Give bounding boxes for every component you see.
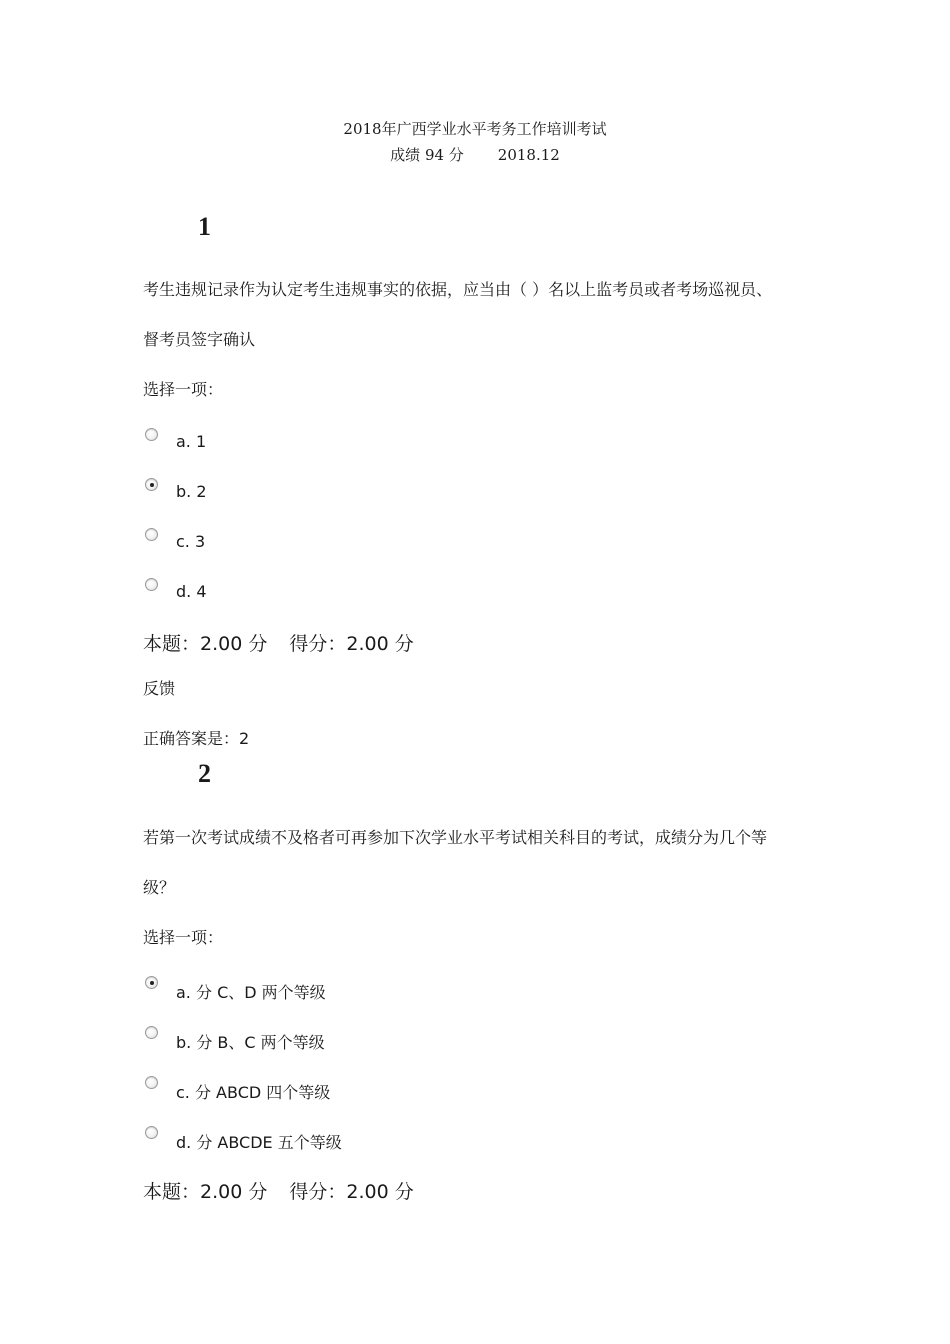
option-label: a. 分 C、D 两个等级 <box>176 983 326 1002</box>
feedback-title: 反馈 <box>143 679 176 698</box>
radio-button[interactable] <box>145 1026 158 1039</box>
option-label: b. 分 B、C 两个等级 <box>176 1033 325 1052</box>
question-earned: 得分：2.00 分 <box>289 633 414 655</box>
choose-one-prompt: 选择一项： <box>143 380 224 399</box>
question-text-line: 若第一次考试成绩不及格者可再参加下次学业水平考试相关科目的考试，成绩分为几个等 <box>143 828 768 847</box>
question-text-line: 考生违规记录作为认定考生违规事实的依据，应当由（ ）名以上监考员或者考场巡视员、 <box>143 280 773 299</box>
answer-option-b[interactable] <box>145 1030 545 1052</box>
answer-option-c[interactable] <box>145 1080 545 1102</box>
option-label: d. 分 ABCDE 五个等级 <box>176 1133 342 1152</box>
option-label: b. 2 <box>176 482 207 501</box>
question-number: 2 <box>198 759 211 788</box>
choose-one-prompt: 选择一项： <box>143 928 224 947</box>
radio-button[interactable] <box>145 1076 158 1089</box>
radio-button[interactable] <box>145 528 158 541</box>
exam-score-line <box>0 144 950 165</box>
question-score-line <box>143 1177 414 1204</box>
answer-option-d[interactable] <box>145 582 545 604</box>
question-text-line: 级？ <box>143 878 176 897</box>
radio-button-selected[interactable] <box>145 478 158 491</box>
question-text-line: 督考员签字确认 <box>143 330 256 349</box>
exam-date: 2018.12 <box>497 146 560 164</box>
answer-option-a[interactable] <box>145 432 545 454</box>
exam-score: 成绩 94 分 <box>390 146 464 164</box>
radio-button[interactable] <box>145 428 158 441</box>
answer-option-c[interactable] <box>145 532 545 554</box>
radio-button-selected[interactable] <box>145 976 158 989</box>
question-points: 本题：2.00 分 <box>143 1181 268 1203</box>
answer-option-b[interactable] <box>145 482 545 504</box>
answer-option-d[interactable] <box>145 1130 545 1152</box>
radio-button[interactable] <box>145 1126 158 1139</box>
question-number: 1 <box>198 212 211 241</box>
exam-title: 2018年广西学业水平考务工作培训考试 <box>343 120 607 138</box>
question-score-line <box>143 629 414 656</box>
option-label: c. 分 ABCD 四个等级 <box>176 1083 331 1102</box>
radio-button[interactable] <box>145 578 158 591</box>
option-label: d. 4 <box>176 582 207 601</box>
option-label: c. 3 <box>176 532 206 551</box>
answer-option-a[interactable] <box>145 980 545 1002</box>
correct-answer: 正确答案是：2 <box>143 729 250 748</box>
question-points: 本题：2.00 分 <box>143 633 268 655</box>
question-earned: 得分：2.00 分 <box>289 1181 414 1203</box>
option-label: a. 1 <box>176 432 207 451</box>
